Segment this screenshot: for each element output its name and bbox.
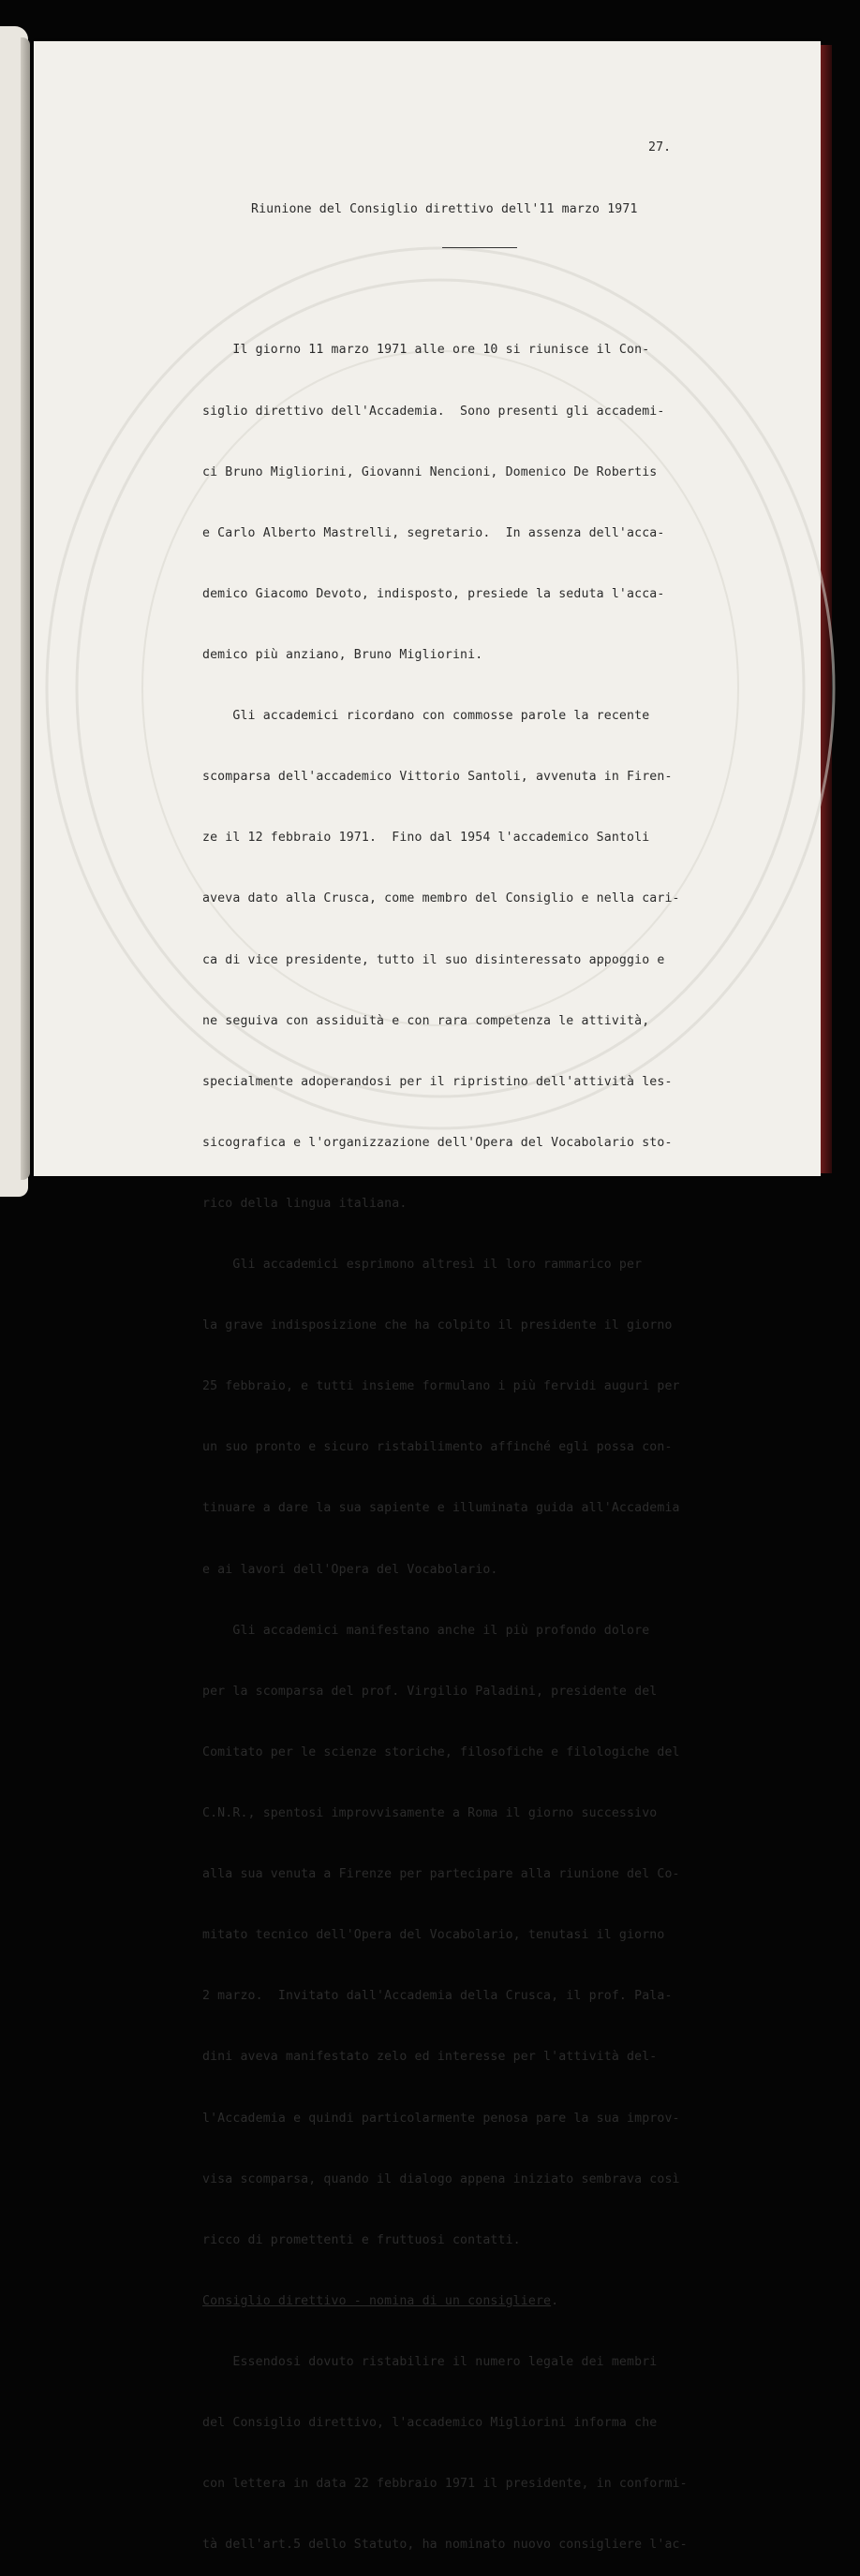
body-line: 25 febbraio, e tutti insieme formulano i più fervidi auguri per (202, 1379, 680, 1394)
body-line: sicografica e l'organizzazione dell'Opera del Vocabolario sto- (202, 1135, 673, 1150)
body-line: Comitato per le scienze storiche, filosofiche e filologiche del (202, 1744, 680, 1759)
body-line: Essendosi dovuto ristabilire il numero legale dei membri (202, 2355, 658, 2370)
body-line: ricco di promettenti e fruttuosi contatti. (202, 2232, 521, 2247)
book-cover-edge (821, 45, 832, 1173)
body-line: ze il 12 febbraio 1971. Fino dal 1954 l'accademico Santoli (202, 831, 650, 846)
body-line: rico della lingua italiana. (202, 1196, 408, 1211)
body-line: tà dell'art.5 dello Statuto, ha nominato nuovo consigliere l'ac- (202, 2538, 688, 2553)
book-spine-shadow (21, 37, 30, 1180)
body-line: ci Bruno Migliorini, Giovanni Nencioni, Domenico De Robertis (202, 464, 658, 479)
body-line: del Consiglio direttivo, l'accademico Migliorini informa che (202, 2416, 658, 2431)
body-line: demico più anziano, Bruno Migliorini. (202, 647, 483, 662)
body-line: Gli accademici ricordano con commosse parole la recente (202, 709, 650, 724)
body-line: la grave indisposizione che ha colpito il presidente il giorno (202, 1318, 673, 1333)
body-line: C.N.R., spentosi improvvisamente a Roma il giorno successivo (202, 1806, 658, 1821)
body-line: mitato tecnico dell'Opera del Vocabolario, tenutasi il giorno (202, 1928, 665, 1943)
body-line: per la scomparsa del prof. Virgilio Paladini, presidente del (202, 1684, 658, 1699)
body-line: ne seguiva con assiduità e con rara competenza le attività, (202, 1013, 650, 1028)
section-heading-line (202, 2291, 688, 2312)
body-line: siglio direttivo dell'Accademia. Sono presenti gli accademi- (202, 404, 665, 419)
body-line: scomparsa dell'accademico Vittorio Santoli, avvenuta in Firen- (202, 770, 673, 785)
document-body (202, 300, 688, 2576)
document-title: Riunione del Consiglio direttivo dell'11 marzo 1971 (251, 202, 638, 216)
section-heading-period: . (551, 2293, 559, 2308)
body-line: Gli accademici esprimono altresì il loro rammarico per (202, 1258, 643, 1273)
body-line: l'Accademia e quindi particolarmente penosa pare la sua improv- (202, 2111, 680, 2126)
body-line: e Carlo Alberto Mastrelli, segretario. In assenza dell'acca- (202, 525, 665, 540)
body-line: tinuare a dare la sua sapiente e illuminata guida all'Accademia (202, 1501, 680, 1516)
body-line: specialmente adoperandosi per il ripristino dell'attività les- (202, 1074, 673, 1089)
body-line: con lettera in data 22 febbraio 1971 il presidente, in conformi- (202, 2477, 688, 2492)
body-line: e ai lavori dell'Opera del Vocabolario. (202, 1562, 498, 1577)
body-line: Il giorno 11 marzo 1971 alle ore 10 si riunisce il Con- (202, 343, 650, 358)
page-number: 27. (648, 140, 672, 155)
body-line: alla sua venuta a Firenze per partecipare alla riunione del Co- (202, 1867, 680, 1882)
body-line: Gli accademici manifestano anche il più profondo dolore (202, 1623, 650, 1638)
body-line: visa scomparsa, quando il dialogo appena iniziato sembrava così (202, 2171, 680, 2186)
body-line: aveva dato alla Crusca, come membro del Consiglio e nella cari- (202, 891, 680, 906)
body-line: 2 marzo. Invitato dall'Accademia della Crusca, il prof. Pala- (202, 1989, 673, 2004)
section-heading: Consiglio direttivo - nomina di un consigliere (202, 2293, 552, 2308)
body-line: dini aveva manifestato zelo ed interesse per l'attività del- (202, 2050, 658, 2065)
body-line: un suo pronto e sicuro ristabilimento affinché egli possa con- (202, 1440, 673, 1455)
body-line: ca di vice presidente, tutto il suo disinteressato appoggio e (202, 952, 665, 967)
body-line: demico Giacomo Devoto, indisposto, presiede la seduta l'acca- (202, 586, 665, 601)
title-divider (442, 247, 517, 248)
